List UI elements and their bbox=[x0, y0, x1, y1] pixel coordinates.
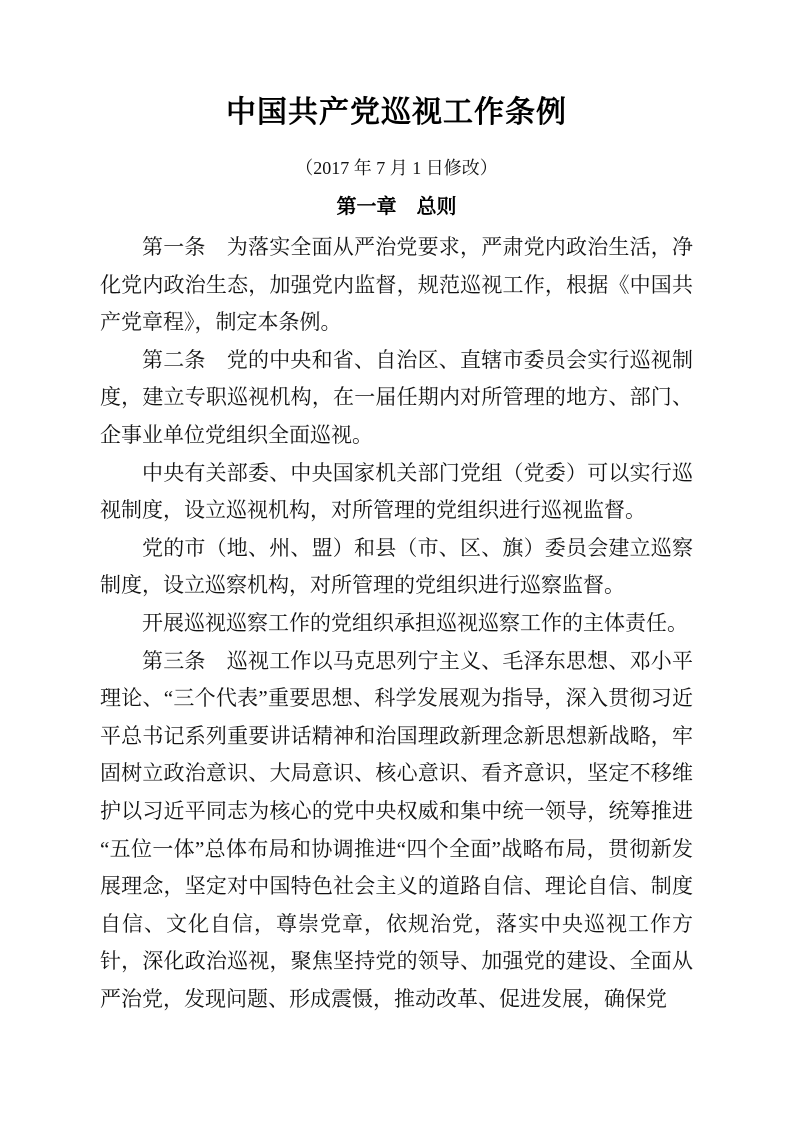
paragraph: 党的市（地、州、盟）和县（市、区、旗）委员会建立巡察制度，设立巡察机构，对所管理的党组织进行巡察监督。 bbox=[100, 535, 693, 598]
paragraph: 中央有关部委、中央国家机关部门党组（党委）可以实行巡视制度，设立巡视机构，对所管理的党组织进行巡视监督。 bbox=[100, 460, 693, 523]
paragraph: 第二条 党的中央和省、自治区、直辖市委员会实行巡视制度，建立专职巡视机构，在一届任期内对所管理的地方、部门、企事业单位党组织全面巡视。 bbox=[100, 347, 693, 447]
paragraph: 第一条 为落实全面从严治党要求，严肃党内政治生活，净化党内政治生态，加强党内监督，规范巡视工作，根据《中国共产党章程》，制定本条例。 bbox=[100, 235, 693, 335]
paragraph: 开展巡视巡察工作的党组织承担巡视巡察工作的主体责任。 bbox=[142, 610, 688, 635]
revision-note: （2017 年 7 月 1 日修改） bbox=[295, 158, 498, 178]
document-body bbox=[100, 229, 693, 1018]
document-title: 中国共产党巡视工作条例 bbox=[226, 96, 567, 129]
chapter-heading: 第一章 总则 bbox=[336, 196, 457, 218]
paragraph: 第三条 巡视工作以马克思列宁主义、毛泽东思想、邓小平理论、“三个代表”重要思想、科学发展观为指导，深入贯彻习近平总书记系列重要讲话精神和治国理政新理念新思想新战略，牢固树立政治意识、大局意识、核心意识、看齐意识，坚定不移维护以习近平同志为核心的党中央权威和集中统一领导，统筹推进“五位一体”总体布局和协调推进“四个全面”战略布局，贯彻新发展理念，坚定对中国特色社会主义的道路自信、理论自信、制度自信、文化自信，尊崇党章，依规治党，落实中央巡视工作方针，深化政治巡视，聚焦坚持党的领导、加强党的建设、全面从严治党，发现问题、形成震慑，推动改革、促进发展，确保党 bbox=[100, 648, 693, 1011]
